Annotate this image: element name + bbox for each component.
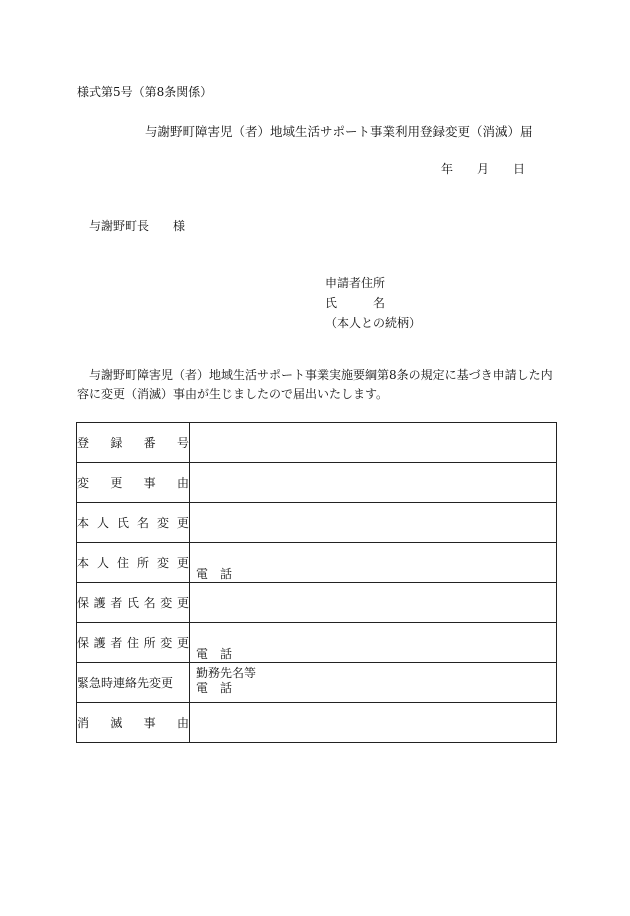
label-char: 更 — [110, 476, 123, 490]
label-char: 話 — [220, 647, 233, 661]
table-row — [77, 623, 557, 663]
applicant-address-label: 申請者住所 — [325, 276, 386, 290]
label-char: 名 — [143, 596, 156, 610]
label-char: 名 — [136, 516, 149, 530]
registration-number-field[interactable] — [190, 423, 557, 463]
emergency-contact-labels — [196, 666, 256, 696]
guardian-address-change-field[interactable] — [190, 623, 557, 663]
label-char: 変 — [160, 636, 173, 650]
applicant-relation-label: （本人との続柄） — [325, 316, 422, 330]
label-char: 由 — [176, 476, 189, 490]
label-char: 人 — [96, 556, 109, 570]
phone-label — [196, 567, 232, 581]
label-char: 録 — [110, 436, 123, 450]
label-char: 住 — [126, 636, 139, 650]
label-char: 保 — [77, 596, 90, 610]
name-change-field[interactable] — [190, 503, 557, 543]
row-label-guardian-address-change — [77, 623, 190, 663]
addressee — [89, 217, 185, 234]
label-char: 者 — [110, 596, 123, 610]
label-char: 電 — [196, 567, 209, 581]
label-char: 号 — [176, 436, 189, 450]
applicant-block — [325, 273, 421, 333]
label-char: 護 — [93, 596, 106, 610]
label-char: 変 — [77, 476, 90, 490]
row-label-name-change — [77, 503, 190, 543]
label-char: 話 — [220, 567, 233, 581]
date-line — [441, 160, 525, 177]
table-row — [77, 503, 557, 543]
change-reason-field[interactable] — [190, 463, 557, 503]
label-char: 消 — [77, 716, 90, 730]
label-char: 電 — [196, 647, 209, 661]
date-day-label: 日 — [513, 162, 526, 176]
address-change-field[interactable] — [190, 543, 557, 583]
phone-label — [196, 647, 232, 661]
label-char: 護 — [93, 636, 106, 650]
label-char: 氏 — [116, 516, 129, 530]
label-char: 人 — [96, 516, 109, 530]
row-label-address-change — [77, 543, 190, 583]
addressee-name: 与謝野町長 — [89, 219, 150, 233]
label-char: 変 — [160, 596, 173, 610]
row-label-change-reason — [77, 463, 190, 503]
table-row — [77, 703, 557, 743]
label-char: 更 — [176, 636, 189, 650]
form-number: 様式第5号（第8条関係） — [77, 85, 213, 99]
label-char: 本 — [77, 556, 90, 570]
change-form-table — [76, 422, 557, 743]
body-text: 与謝野町障害児（者）地域生活サポート事業実施要綱第8条の規定に基づき申請した内容に変更（消滅）事由が生じましたので届出いたします。 — [77, 368, 553, 401]
phone-label — [196, 681, 256, 696]
table-row — [77, 423, 557, 463]
date-month-label: 月 — [477, 162, 490, 176]
addressee-honorific: 様 — [173, 219, 186, 233]
applicant-name-label: 氏 名 — [325, 296, 386, 310]
row-label-emergency-contact-change — [77, 663, 190, 703]
label-char: 変 — [156, 516, 169, 530]
table-row — [77, 663, 557, 703]
label-char: 話 — [220, 681, 233, 695]
table-row — [77, 463, 557, 503]
row-label-termination-reason — [77, 703, 190, 743]
table-row — [77, 543, 557, 583]
guardian-name-change-field[interactable] — [190, 583, 557, 623]
row-label-guardian-name-change — [77, 583, 190, 623]
workplace-label: 勤務先名等 — [196, 666, 257, 680]
label-char: 所 — [143, 636, 156, 650]
label-char: 滅 — [110, 716, 123, 730]
row-label-registration-number — [77, 423, 190, 463]
label-char: 変 — [156, 556, 169, 570]
label-text: 緊急時連絡先変更 — [77, 676, 174, 690]
label-char: 番 — [143, 436, 156, 450]
label-char: 電 — [196, 681, 209, 695]
label-char: 登 — [77, 436, 90, 450]
termination-reason-field[interactable] — [190, 703, 557, 743]
label-char: 所 — [136, 556, 149, 570]
label-char: 更 — [176, 556, 189, 570]
table-row — [77, 583, 557, 623]
date-year-label: 年 — [441, 162, 454, 176]
label-char: 事 — [143, 716, 156, 730]
label-char: 更 — [176, 596, 189, 610]
document-title: 与謝野町障害児（者）地域生活サポート事業利用登録変更（消滅）届 — [145, 124, 533, 139]
label-char: 由 — [176, 716, 189, 730]
label-char: 事 — [143, 476, 156, 490]
label-char: 住 — [116, 556, 129, 570]
label-char: 氏 — [126, 596, 139, 610]
label-char: 者 — [110, 636, 123, 650]
emergency-contact-change-field[interactable] — [190, 663, 557, 703]
label-char: 更 — [176, 516, 189, 530]
label-char: 本 — [77, 516, 90, 530]
label-char: 保 — [77, 636, 90, 650]
